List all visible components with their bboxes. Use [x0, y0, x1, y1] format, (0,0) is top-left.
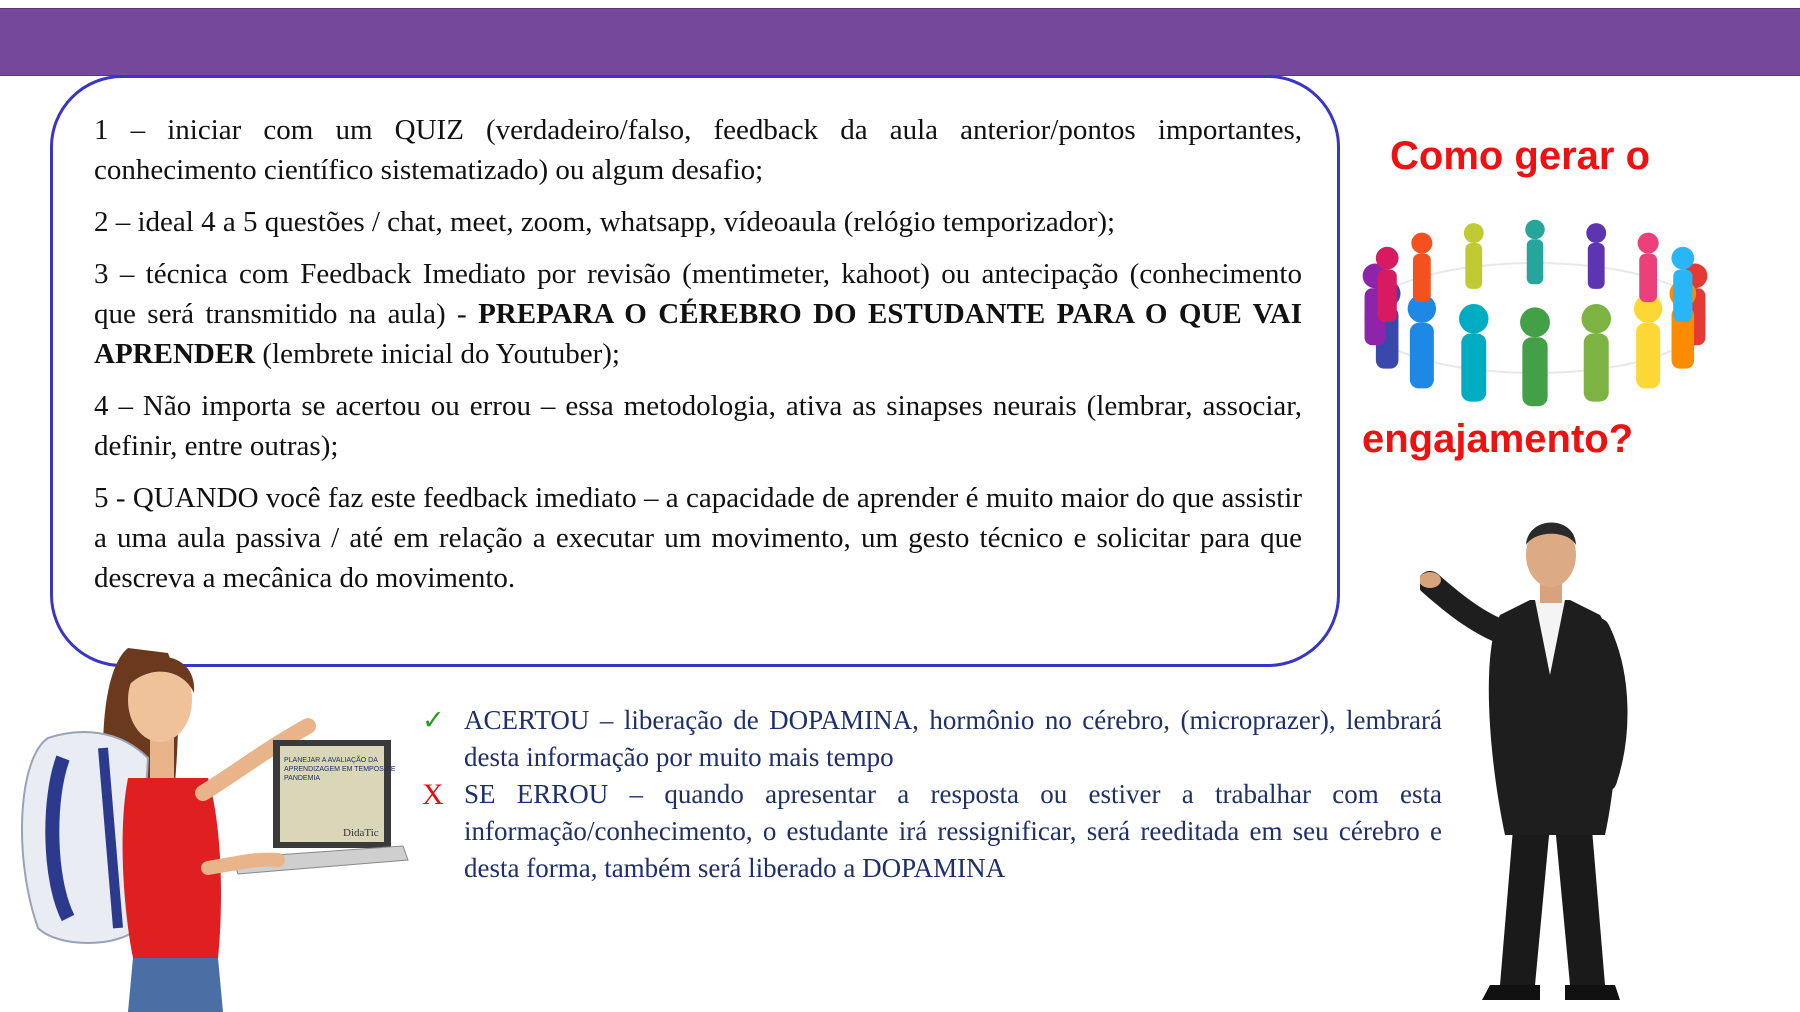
- check-icon: ✓: [422, 705, 445, 736]
- point-5: 5 - QUANDO você faz este feedback imediato – a capacidade de aprender é muito maior do que assistir a uma aula passiva / até em relação a executar um movimento, um gesto técnico e solicitar para que descreva a mecânica do movimento.: [94, 482, 1302, 594]
- laptop-line-1: PLANEJAR A AVALIAÇÃO DA: [284, 757, 378, 764]
- figure-head: [1376, 247, 1399, 270]
- point-1: 1 – iniciar com um QUIZ (verdadeiro/falso, feedback da aula anterior/pontos importantes, conhecimento científico sistematizado) ou algum desafio;: [94, 114, 1302, 186]
- figure-head: [1525, 220, 1545, 240]
- figure-head: [1581, 304, 1611, 334]
- figure-head: [1671, 247, 1694, 270]
- bullet-wrong-text: SE ERROU – quando apresentar a resposta ou estiver a trabalhar com esta informação/conhecimento, o estudante irá ressignificar, será reeditada em seu cérebro e desta forma, também será liberado a DOPAMINA: [464, 779, 1442, 883]
- header-bar: [0, 8, 1800, 76]
- x-icon: X: [422, 778, 444, 811]
- student-girl-image: [8, 628, 418, 1012]
- bullet-correct-text: ACERTOU – liberação de DOPAMINA, hormônio no cérebro, (microprazer), lembrará desta informação por muito mais tempo: [464, 705, 1442, 772]
- presenter-man-image: [1420, 505, 1690, 1005]
- figure-head: [1459, 304, 1489, 334]
- point-3: 3 – técnica com Feedback Imediato por revisão (mentimeter, kahoot) ou antecipação (conhecimento que será transmitido na aula) - PREPARA O CÉREBRO DO ESTUDANTE PARA O QUE VAI APRENDER (lembrete inicial do Youtuber);: [94, 258, 1302, 370]
- laptop-line-2: APRENDIZAGEM EM TEMPOS DE: [284, 766, 396, 773]
- figure-head: [1586, 223, 1606, 243]
- figure-head: [1464, 223, 1484, 243]
- laptop-brand: DidaTic: [343, 827, 379, 839]
- feedback-bullets: [422, 702, 1442, 887]
- figure-body: [1584, 334, 1609, 402]
- figure-head: [1411, 233, 1432, 254]
- point-4: 4 – Não importa se acertou ou errou – essa metodologia, ativa as sinapses neurais (lembrar, associar, definir, entre outras);: [94, 390, 1302, 462]
- figure-body: [1378, 269, 1397, 321]
- figure-body: [1636, 323, 1660, 388]
- laptop-line-3: PANDEMIA: [284, 775, 321, 782]
- bullet-wrong: [422, 776, 1442, 887]
- title-bottom: engajamento?: [1362, 417, 1634, 461]
- figure-body: [1461, 334, 1486, 402]
- bullet-correct: [422, 702, 1442, 776]
- figure-body: [1410, 323, 1434, 388]
- figure-body: [1639, 254, 1657, 303]
- figure-head: [1520, 307, 1550, 337]
- figure-body: [1465, 243, 1482, 289]
- people-circle-image: [1345, 198, 1725, 408]
- figure-body: [1522, 337, 1547, 406]
- point-3-emphasis: PREPARA O CÉREBRO DO ESTUDANTE PARA O QUE VAI APRENDER: [94, 298, 1302, 370]
- figure-head: [1638, 233, 1659, 254]
- figure-body: [1588, 243, 1605, 289]
- point-2: 2 – ideal 4 a 5 questões / chat, meet, zoom, whatsapp, vídeoaula (relógio temporizador);: [94, 206, 1116, 238]
- bubble-content: [94, 110, 1302, 610]
- title-top: Como gerar o: [1390, 134, 1651, 178]
- figure-body: [1413, 254, 1431, 303]
- figure-body: [1527, 239, 1544, 284]
- figure-body: [1673, 269, 1692, 321]
